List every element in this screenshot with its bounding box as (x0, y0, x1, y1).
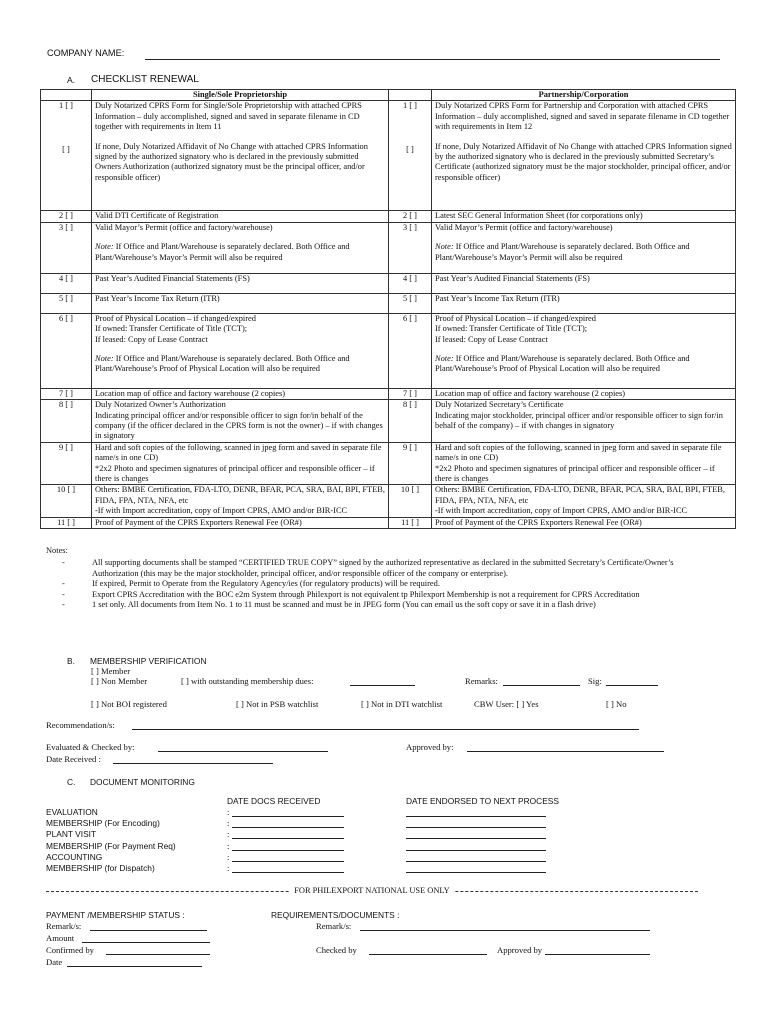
item-9-right-line-1: Hard and soft copies of the following, scanned in jpeg form and saved in separate file name/s in one CD) (435, 442, 722, 463)
monitoring-row-label: MEMBERSHIP (For Encoding) (46, 818, 160, 828)
remarks-label: Remarks: (465, 676, 498, 686)
checkbox-item-1-alt[interactable]: [ ] (62, 144, 70, 154)
checked-label: Checked by (316, 945, 357, 955)
confirmed-label: Confirmed by (46, 945, 94, 955)
remarks-field[interactable] (503, 685, 580, 686)
table-row (41, 485, 736, 517)
item-6-line-3: If leased: Copy of Lease Contract (95, 334, 208, 344)
monitoring-row-label: ACCOUNTING (46, 852, 103, 862)
outstanding-dues-field[interactable] (350, 685, 415, 686)
item-1-text: Duly Notarized CPRS Form for Single/Sole Proprietorship with attached CPRS Information – duly accomplished, signed and saved in separate filename in CD together with requirements in Item 11 (95, 101, 362, 132)
notes-list (46, 558, 716, 611)
checkbox-item-8[interactable]: 8 [ ] (41, 400, 92, 443)
date-label: Date (46, 957, 63, 967)
item-8-line-1: Duly Notarized Owner’s Authorization (95, 400, 226, 410)
checkbox-item-10[interactable]: 10 [ ] (41, 485, 92, 517)
checkbox-item-6[interactable]: 6 [ ] (41, 313, 92, 388)
philexport-divider (46, 886, 698, 898)
recommendation-label: Recommendation/s: (46, 720, 115, 730)
section-b-letter: B. (67, 656, 75, 666)
item-2-right-text: Latest SEC General Information Sheet (for corporations only) (432, 211, 736, 222)
req-approved-label: Approved by (497, 945, 543, 955)
table-row (41, 293, 736, 313)
item-11-right-text: Proof of Payment of the CPRS Exporters Renewal Fee (OR#) (432, 517, 736, 528)
checkbox-item-7[interactable]: 7 [ ] (41, 388, 92, 399)
checkbox-item-4-right[interactable]: 4 [ ] (389, 273, 432, 293)
item-1-right-text: Duly Notarized CPRS Form for Partnership and Corporation with attached CPRS Information – duly accomplished, signed and saved in separate filename in CD together with requirements in Item 12 (435, 101, 730, 132)
note-text-3: Export CPRS Accreditation with the BOC e2m System through Philexport is not equivalent tp Philexport Membership is not a requirement for CPRS Accreditation (92, 589, 640, 599)
list-item: - Export CPRS Accreditation with the BOC e2m System through Philexport is not equivalent tp Philexport Membership is not a requirement for CPRS Accreditation (62, 589, 640, 599)
table-row (41, 388, 736, 399)
sig-field[interactable] (606, 685, 658, 686)
item-11-text: Proof of Payment of the CPRS Exporters Renewal Fee (OR#) (92, 517, 389, 528)
checkbox-item-4[interactable]: 4 [ ] (41, 273, 92, 293)
endorsed-field[interactable] (406, 861, 546, 862)
monitoring-row-label: MEMBERSHIP (For Payment Req) (46, 841, 176, 851)
checked-field[interactable] (369, 954, 487, 955)
monitoring-row-label: EVALUATION (46, 807, 98, 817)
received-field[interactable] (232, 838, 344, 839)
payment-remarks-label: Remark/s: (46, 921, 82, 931)
table-row (41, 273, 736, 293)
item-4-right-text: Past Year’s Audited Financial Statements (FS) (432, 273, 736, 293)
checkbox-item-7-right[interactable]: 7 [ ] (389, 388, 432, 399)
item-9-line-2: *2x2 Photo and specimen signatures of principal officer and responsible officer – if there is changes (95, 463, 375, 484)
item-8-right-line-2: Indicating major stockholder, principal officer and/or responsible officer to sign for/in behalf of the company) – if with changes in signatory (435, 410, 723, 431)
item-3-right-note-label: Note: (435, 242, 454, 252)
item-1-alt-right-text: If none, Duly Notarized Affidavit of No Change with attached CPRS Information signed by the authorized signatory who is declared in the previously submitted Secretary’s Certificate (authorized signatory must be the major stockholder, principal officer, and/or responsible officer) (435, 141, 732, 182)
table-row (41, 400, 736, 443)
item-3-note-label: Note: (95, 242, 114, 252)
checkbox-outstanding-dues[interactable]: [ ] with outstanding membership dues: (181, 676, 314, 686)
checkbox-cbw-no[interactable]: [ ] No (606, 699, 627, 709)
evaluated-field[interactable] (158, 751, 328, 752)
list-item: - All supporting documents shall be stamped “CERTIFIED TRUE COPY” signed by the authorized representative as declared in the submitted Secretary’s Certificate/Owner’s Authorization (this may be the major stockholder, principal officer, and/or responsible officer of the company or enterprise). (62, 558, 674, 578)
received-field[interactable] (232, 872, 344, 873)
amount-field[interactable] (82, 942, 210, 943)
checkbox-item-11-right[interactable]: 11 [ ] (389, 517, 432, 528)
item-10-line-2: -If with Import accreditation, copy of Import CPRS, AMO and/or BIR-ICC (95, 506, 348, 516)
checklist-table (40, 89, 736, 529)
endorsed-field[interactable] (406, 816, 546, 817)
endorsed-field[interactable] (406, 872, 546, 873)
table-row (41, 101, 736, 211)
item-6-note: If Office and Plant/Warehouse is separately declared. Both Office and Plant/Warehouse’s Proof of Physical Location will also be required (95, 354, 350, 374)
checkbox-cbw-yes[interactable]: CBW User: [ ] Yes (474, 699, 539, 709)
checkbox-item-1-alt-right[interactable]: [ ] (406, 144, 414, 154)
endorsed-field[interactable] (406, 838, 546, 839)
checkbox-item-10-right[interactable]: 10 [ ] (389, 485, 432, 517)
checkbox-item-3-right[interactable]: 3 [ ] (389, 222, 432, 273)
checkbox-item-6-right[interactable]: 6 [ ] (389, 313, 432, 388)
checkbox-item-1-right[interactable]: 1 [ ] (403, 101, 417, 111)
checkbox-item-1[interactable]: 1 [ ] (59, 101, 73, 111)
notes-label: Notes: (46, 546, 68, 555)
sig-label: Sig: (588, 676, 602, 686)
checkbox-not-boi[interactable]: [ ] Not BOI registered (91, 699, 167, 709)
colon: : (227, 829, 230, 839)
section-c-title: DOCUMENT MONITORING (90, 777, 195, 787)
monitoring-col-received: DATE DOCS RECEIVED (227, 796, 321, 806)
item-5-text: Past Year’s Income Tax Return (ITR) (92, 293, 389, 313)
date-received-label: Date Received : (46, 754, 101, 764)
company-name-label: COMPANY NAME: (47, 48, 125, 58)
colon: : (227, 818, 230, 828)
date-received-field[interactable] (113, 763, 273, 764)
item-7-right-text: Location map of office and factory warehouse (2 copies) (432, 388, 736, 399)
item-3-right-text: Valid Mayor’s Permit (office and factory/warehouse) (435, 222, 613, 232)
item-10-right-line-2: -If with Import accreditation, copy of Import CPRS, AMO and/or BIR-ICC (435, 506, 688, 516)
item-6-right-line-2: If owned: Transfer Certificate of Title (TCT); (435, 324, 588, 334)
date-field[interactable] (67, 966, 202, 967)
endorsed-field[interactable] (406, 827, 546, 828)
checkbox-item-2[interactable]: 2 [ ] (41, 211, 92, 222)
col-header-corporation: Partnership/Corporation (432, 90, 736, 101)
received-field[interactable] (232, 816, 344, 817)
checkbox-item-9-right[interactable]: 9 [ ] (389, 442, 432, 485)
checkbox-item-9[interactable]: 9 [ ] (41, 442, 92, 485)
section-a-title: CHECKLIST RENEWAL (91, 74, 199, 85)
monitoring-row-label: PLANT VISIT (46, 829, 97, 839)
table-row (41, 442, 736, 485)
item-6-right-line-1: Proof of Physical Location – if changed/expired (435, 313, 596, 323)
item-9-line-1: Hard and soft copies of the following, scanned in jpeg form and saved in separate file name/s in one CD) (95, 442, 382, 463)
payment-remarks-field[interactable] (90, 930, 207, 931)
checkbox-item-8-right[interactable]: 8 [ ] (389, 400, 432, 443)
philexport-divider-label: FOR PHILEXPORT NATIONAL USE ONLY (290, 886, 453, 896)
item-2-text: Valid DTI Certificate of Registration (92, 211, 389, 222)
table-row (41, 222, 736, 273)
item-3-right-note: If Office and Plant/Warehouse is separately declared. Both Office and Plant/Warehouse’s Mayor’s Permit will also be required (435, 242, 690, 262)
empty-header-cell (389, 90, 432, 101)
confirmed-field[interactable] (106, 954, 210, 955)
requirements-title: REQUIREMENTS/DOCUMENTS : (271, 910, 400, 920)
item-6-right-note: If Office and Plant/Warehouse is separately declared. Both Office and Plant/Warehouse’s Proof of Physical Location will also be required (435, 354, 690, 374)
table-row (41, 313, 736, 388)
item-8-right-line-1: Duly Notarized Secretary’s Certificate (435, 400, 564, 410)
checkbox-member[interactable]: [ ] Member (91, 666, 131, 676)
empty-header-cell (41, 90, 92, 101)
payment-status-title: PAYMENT /MEMBERSHIP STATUS : (46, 910, 185, 920)
checkbox-item-5[interactable]: 5 [ ] (41, 293, 92, 313)
amount-label: Amount (46, 933, 75, 943)
item-9-right-line-2: *2x2 Photo and specimen signatures of principal officer and responsible officer – if there is changes (435, 463, 715, 484)
note-text-2: If expired, Permit to Operate from the Regulatory Agency/ies (for regulatory products) will be required. (92, 579, 440, 589)
item-8-line-2: Indicating principal officer and/or responsible officer to sign for/in behalf of the company (if the officer declared in the CPRS form is not the owner) – if with changes in signatory (95, 410, 383, 441)
item-6-right-note-label: Note: (435, 354, 454, 364)
req-remarks-field[interactable] (360, 930, 650, 931)
received-field[interactable] (232, 827, 344, 828)
checkbox-item-11[interactable]: 11 [ ] (41, 517, 92, 528)
section-b-title: MEMBERSHIP VERIFICATION (90, 656, 207, 666)
list-item: - If expired, Permit to Operate from the Regulatory Agency/ies (for regulatory products) will be required. (62, 579, 440, 589)
section-a-letter: A. (67, 75, 76, 85)
colon: : (227, 852, 230, 862)
checkbox-item-3[interactable]: 3 [ ] (41, 222, 92, 273)
item-10-line-1: Others: BMBE Certification, FDA-LTO, DENR, BFAR, PCA, SRA, BAI, BPI, FTEB, FIDA, FPA, NTA, NFA, etc (95, 485, 385, 505)
col-header-sole: Single/Sole Proprietorship (92, 90, 389, 101)
monitoring-col-endorsed: DATE ENDORSED TO NEXT PROCESS (406, 796, 559, 806)
approved-label: Approved by: (406, 742, 454, 752)
monitoring-row-label: MEMBERSHIP (for Dispatch) (46, 863, 155, 873)
checkbox-not-dti[interactable]: [ ] Not in DTI watchlist (361, 699, 443, 709)
item-3-text: Valid Mayor’s Permit (office and factory/warehouse) (95, 222, 273, 232)
item-6-line-1: Proof of Physical Location – if changed/expired (95, 313, 256, 323)
item-6-note-label: Note: (95, 354, 114, 364)
colon: : (227, 841, 230, 851)
list-item: - 1 set only. All documents from Item No. 1 to 11 must be scanned and must be in JPEG form (You can email us the soft copy or save it in a flash drive) (62, 600, 596, 610)
table-row (41, 211, 736, 222)
item-3-note: If Office and Plant/Warehouse is separately declared. Both Office and Plant/Warehouse’s Mayor’s Permit will also be required (95, 242, 350, 262)
item-5-right-text: Past Year’s Income Tax Return (ITR) (432, 293, 736, 313)
item-7-text: Location map of office and factory warehouse (2 copies) (92, 388, 389, 399)
checkbox-non-member[interactable]: [ ] Non Member (91, 676, 148, 686)
table-row (41, 517, 736, 528)
colon: : (227, 807, 230, 817)
received-field[interactable] (232, 861, 344, 862)
note-text-4: 1 set only. All documents from Item No. 1 to 11 must be scanned and must be in JPEG form (You can email us the soft copy or save it in a flash drive) (92, 600, 596, 610)
colon: : (227, 863, 230, 873)
req-approved-field[interactable] (545, 954, 650, 955)
endorsed-field[interactable] (406, 850, 546, 851)
item-1-alt-text: If none, Duly Notarized Affidavit of No Change with attached CPRS Information signed by the authorized signatory who is declared in the previously submitted Owners Authorization (authorized signatory must be the principal officer, and/or responsible officer) (95, 141, 368, 182)
item-6-right-line-3: If leased: Copy of Lease Contract (435, 334, 548, 344)
approved-field[interactable] (467, 751, 664, 752)
item-6-line-2: If owned: Transfer Certificate of Title (TCT); (95, 324, 248, 334)
checkbox-not-psb[interactable]: [ ] Not in PSB watchlist (236, 699, 319, 709)
section-c-letter: C. (67, 777, 76, 787)
req-remarks-label: Remark/s: (316, 921, 352, 931)
checkbox-item-2-right[interactable]: 2 [ ] (389, 211, 432, 222)
note-text-1: All supporting documents shall be stamped “CERTIFIED TRUE COPY” signed by the authorized representative as declared in the submitted Secretary’s Certificate/Owner’s Authorization (this may be the major stockholder, principal officer, and/or responsible officer of the company or enterprise). (92, 558, 674, 578)
evaluated-label: Evaluated & Checked by: (46, 742, 135, 752)
item-4-text: Past Year’s Audited Financial Statements (FS) (92, 273, 389, 293)
received-field[interactable] (232, 850, 344, 851)
table-header-row (41, 90, 736, 101)
recommendation-field[interactable] (132, 729, 639, 730)
checkbox-item-5-right[interactable]: 5 [ ] (389, 293, 432, 313)
company-name-field[interactable] (145, 59, 720, 60)
item-10-right-line-1: Others: BMBE Certification, FDA-LTO, DENR, BFAR, PCA, SRA, BAI, BPI, FTEB, FIDA, FPA, NTA, NFA, etc (435, 485, 725, 505)
